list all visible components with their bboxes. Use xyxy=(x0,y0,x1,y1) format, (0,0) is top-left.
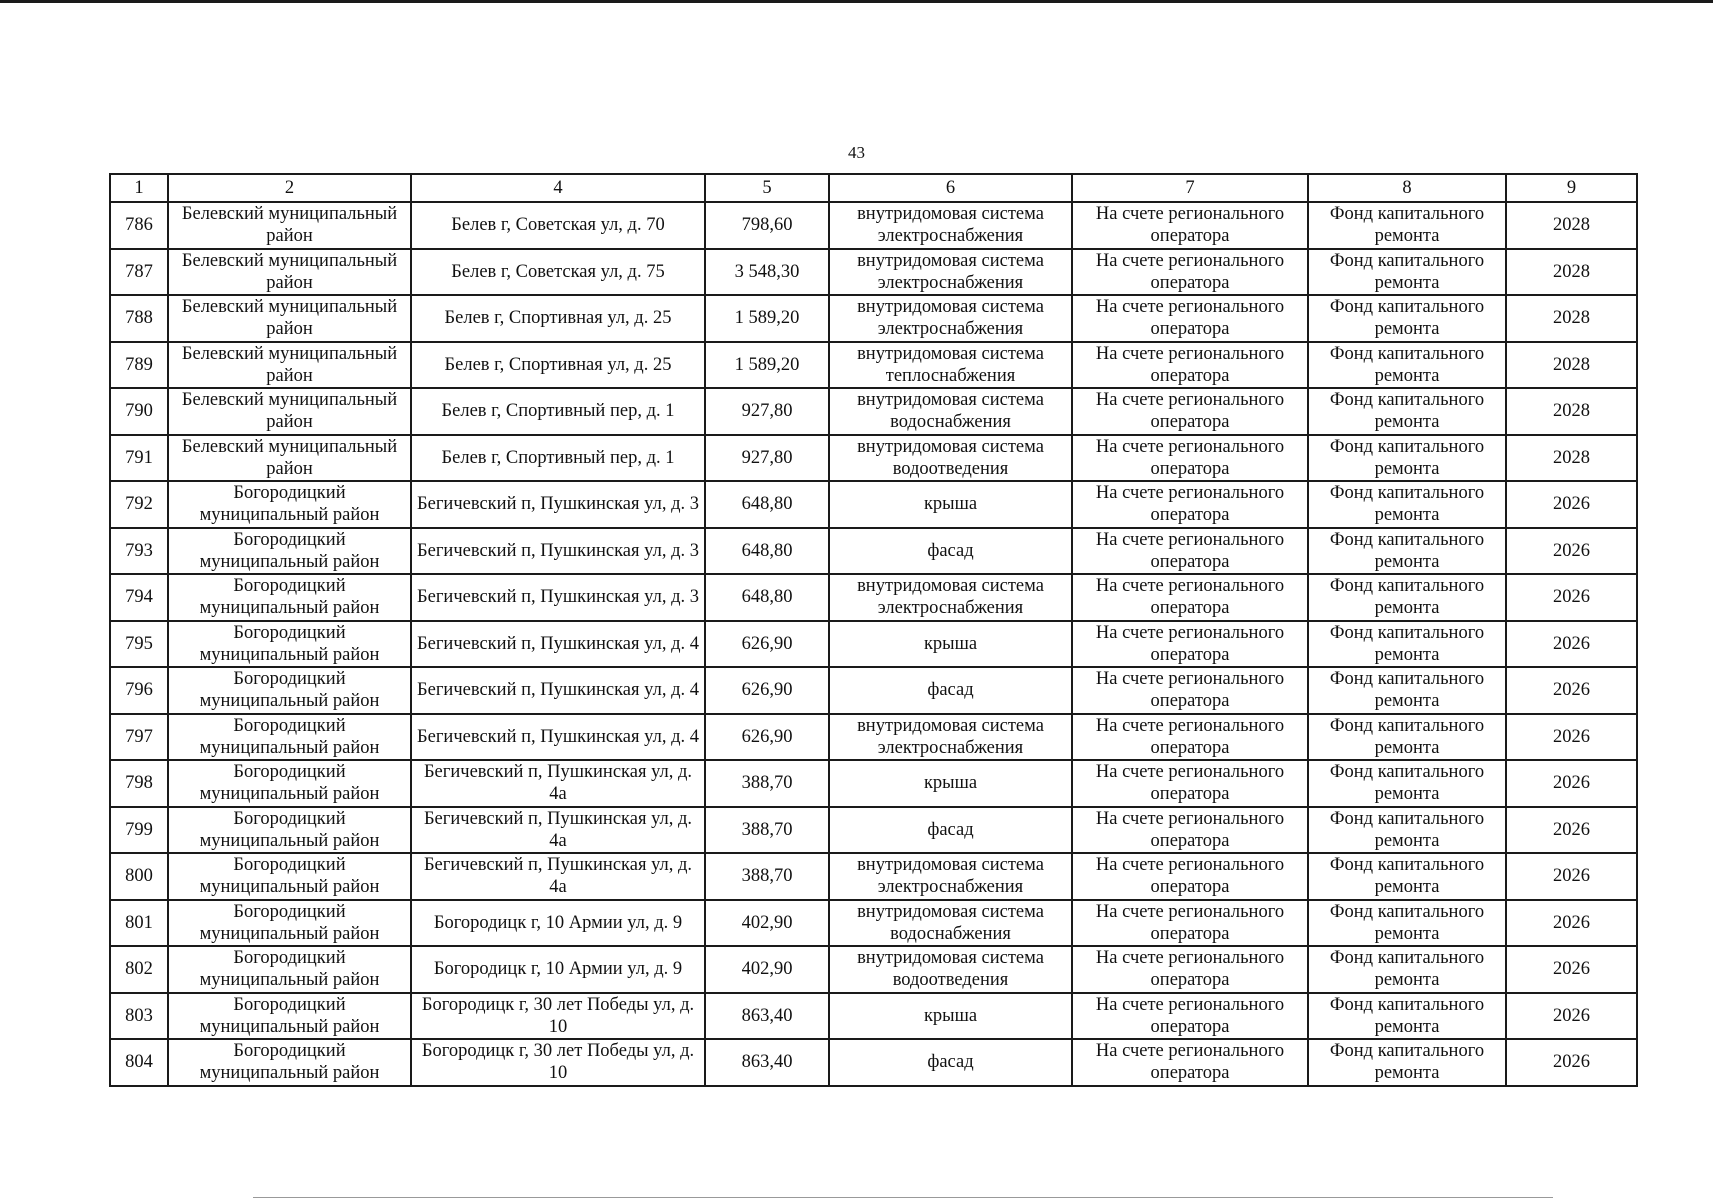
table-row xyxy=(110,481,1637,528)
district-cell: Богородицкий муниципальный район xyxy=(168,946,411,993)
funding-source-cell: Фонд капитального ремонта xyxy=(1308,574,1506,621)
year-cell: 2028 xyxy=(1506,388,1637,435)
fund-account-cell: На счете регионального оператора xyxy=(1072,853,1308,900)
row-number-cell: 800 xyxy=(110,853,168,900)
fund-account-cell: На счете регионального оператора xyxy=(1072,435,1308,482)
address-cell: Бегичевский п, Пушкинская ул, д. 3 xyxy=(411,481,705,528)
row-number-cell: 803 xyxy=(110,993,168,1040)
fund-account-cell: На счете регионального оператора xyxy=(1072,481,1308,528)
fund-account-cell: На счете регионального оператора xyxy=(1072,528,1308,575)
funding-source-cell: Фонд капитального ремонта xyxy=(1308,853,1506,900)
address-cell: Богородицк г, 30 лет Победы ул, д. 10 xyxy=(411,993,705,1040)
funding-source-cell: Фонд капитального ремонта xyxy=(1308,900,1506,947)
year-cell: 2028 xyxy=(1506,342,1637,389)
area-cell: 388,70 xyxy=(705,760,829,807)
address-cell: Белев г, Спортивная ул, д. 25 xyxy=(411,342,705,389)
work-type-cell: внутридомовая система водоснабжения xyxy=(829,900,1072,947)
table-row xyxy=(110,900,1637,947)
district-cell: Белевский муниципальный район xyxy=(168,388,411,435)
area-cell: 648,80 xyxy=(705,528,829,575)
area-cell: 3 548,30 xyxy=(705,249,829,296)
top-border-line xyxy=(0,0,1713,3)
area-cell: 927,80 xyxy=(705,388,829,435)
area-cell: 798,60 xyxy=(705,202,829,249)
area-cell: 388,70 xyxy=(705,853,829,900)
district-cell: Богородицкий муниципальный район xyxy=(168,760,411,807)
work-type-cell: внутридомовая система водоотведения xyxy=(829,946,1072,993)
area-cell: 388,70 xyxy=(705,807,829,854)
area-cell: 863,40 xyxy=(705,1039,829,1086)
table-row xyxy=(110,946,1637,993)
fund-account-cell: На счете регионального оператора xyxy=(1072,388,1308,435)
table-row xyxy=(110,760,1637,807)
year-cell: 2026 xyxy=(1506,993,1637,1040)
year-cell: 2026 xyxy=(1506,853,1637,900)
table-body xyxy=(110,202,1637,1086)
area-cell: 1 589,20 xyxy=(705,342,829,389)
fund-account-cell: На счете регионального оператора xyxy=(1072,993,1308,1040)
work-type-cell: внутридомовая система электроснабжения xyxy=(829,714,1072,761)
address-cell: Бегичевский п, Пушкинская ул, д. 4 xyxy=(411,714,705,761)
year-cell: 2026 xyxy=(1506,946,1637,993)
area-cell: 648,80 xyxy=(705,574,829,621)
area-cell: 626,90 xyxy=(705,714,829,761)
address-cell: Белев г, Спортивный пер, д. 1 xyxy=(411,435,705,482)
fund-account-cell: На счете регионального оператора xyxy=(1072,760,1308,807)
column-header-district: 2 xyxy=(168,174,411,202)
year-cell: 2026 xyxy=(1506,481,1637,528)
row-number-cell: 792 xyxy=(110,481,168,528)
area-cell: 648,80 xyxy=(705,481,829,528)
address-cell: Богородицк г, 10 Армии ул, д. 9 xyxy=(411,946,705,993)
area-cell: 626,90 xyxy=(705,667,829,714)
row-number-cell: 791 xyxy=(110,435,168,482)
column-header-work-type: 6 xyxy=(829,174,1072,202)
district-cell: Богородицкий муниципальный район xyxy=(168,853,411,900)
address-cell: Белев г, Советская ул, д. 75 xyxy=(411,249,705,296)
table-row xyxy=(110,1039,1637,1086)
bottom-scan-line xyxy=(253,1197,1553,1198)
row-number-cell: 804 xyxy=(110,1039,168,1086)
funding-source-cell: Фонд капитального ремонта xyxy=(1308,993,1506,1040)
table-row xyxy=(110,342,1637,389)
work-type-cell: внутридомовая система электроснабжения xyxy=(829,574,1072,621)
funding-source-cell: Фонд капитального ремонта xyxy=(1308,249,1506,296)
funding-source-cell: Фонд капитального ремонта xyxy=(1308,946,1506,993)
funding-source-cell: Фонд капитального ремонта xyxy=(1308,481,1506,528)
column-header-fund-account: 7 xyxy=(1072,174,1308,202)
repair-program-table xyxy=(109,173,1638,1087)
work-type-cell: крыша xyxy=(829,481,1072,528)
work-type-cell: крыша xyxy=(829,621,1072,668)
row-number-cell: 799 xyxy=(110,807,168,854)
address-cell: Белев г, Спортивная ул, д. 25 xyxy=(411,295,705,342)
funding-source-cell: Фонд капитального ремонта xyxy=(1308,807,1506,854)
work-type-cell: внутридомовая система электроснабжения xyxy=(829,853,1072,900)
row-number-cell: 790 xyxy=(110,388,168,435)
year-cell: 2028 xyxy=(1506,295,1637,342)
work-type-cell: фасад xyxy=(829,807,1072,854)
district-cell: Белевский муниципальный район xyxy=(168,295,411,342)
fund-account-cell: На счете регионального оператора xyxy=(1072,295,1308,342)
work-type-cell: крыша xyxy=(829,760,1072,807)
column-header-number: 1 xyxy=(110,174,168,202)
district-cell: Богородицкий муниципальный район xyxy=(168,667,411,714)
work-type-cell: фасад xyxy=(829,667,1072,714)
year-cell: 2026 xyxy=(1506,760,1637,807)
address-cell: Бегичевский п, Пушкинская ул, д. 4а xyxy=(411,853,705,900)
district-cell: Белевский муниципальный район xyxy=(168,342,411,389)
row-number-cell: 793 xyxy=(110,528,168,575)
area-cell: 402,90 xyxy=(705,946,829,993)
year-cell: 2028 xyxy=(1506,202,1637,249)
funding-source-cell: Фонд капитального ремонта xyxy=(1308,295,1506,342)
address-cell: Бегичевский п, Пушкинская ул, д. 3 xyxy=(411,528,705,575)
district-cell: Богородицкий муниципальный район xyxy=(168,574,411,621)
row-number-cell: 798 xyxy=(110,760,168,807)
district-cell: Богородицкий муниципальный район xyxy=(168,900,411,947)
table-row xyxy=(110,667,1637,714)
work-type-cell: фасад xyxy=(829,1039,1072,1086)
work-type-cell: внутридомовая система теплоснабжения xyxy=(829,342,1072,389)
year-cell: 2026 xyxy=(1506,900,1637,947)
work-type-cell: внутридомовая система водоотведения xyxy=(829,435,1072,482)
table-row xyxy=(110,528,1637,575)
table-row xyxy=(110,807,1637,854)
year-cell: 2026 xyxy=(1506,574,1637,621)
row-number-cell: 795 xyxy=(110,621,168,668)
work-type-cell: внутридомовая система электроснабжения xyxy=(829,295,1072,342)
district-cell: Богородицкий муниципальный район xyxy=(168,481,411,528)
area-cell: 626,90 xyxy=(705,621,829,668)
page-number: 43 xyxy=(848,143,865,162)
district-cell: Богородицкий муниципальный район xyxy=(168,714,411,761)
work-type-cell: крыша xyxy=(829,993,1072,1040)
funding-source-cell: Фонд капитального ремонта xyxy=(1308,435,1506,482)
fund-account-cell: На счете регионального оператора xyxy=(1072,249,1308,296)
table-row xyxy=(110,295,1637,342)
funding-source-cell: Фонд капитального ремонта xyxy=(1308,714,1506,761)
table-row xyxy=(110,621,1637,668)
area-cell: 927,80 xyxy=(705,435,829,482)
row-number-cell: 797 xyxy=(110,714,168,761)
funding-source-cell: Фонд капитального ремонта xyxy=(1308,621,1506,668)
table-row xyxy=(110,388,1637,435)
work-type-cell: внутридомовая система электроснабжения xyxy=(829,202,1072,249)
table-header-row xyxy=(110,174,1637,202)
work-type-cell: внутридомовая система водоснабжения xyxy=(829,388,1072,435)
table-row xyxy=(110,202,1637,249)
row-number-cell: 794 xyxy=(110,574,168,621)
address-cell: Бегичевский п, Пушкинская ул, д. 4а xyxy=(411,807,705,854)
district-cell: Богородицкий муниципальный район xyxy=(168,993,411,1040)
address-cell: Бегичевский п, Пушкинская ул, д. 4 xyxy=(411,667,705,714)
district-cell: Богородицкий муниципальный район xyxy=(168,528,411,575)
year-cell: 2026 xyxy=(1506,667,1637,714)
table-row xyxy=(110,574,1637,621)
column-header-address: 4 xyxy=(411,174,705,202)
year-cell: 2028 xyxy=(1506,249,1637,296)
funding-source-cell: Фонд капитального ремонта xyxy=(1308,760,1506,807)
funding-source-cell: Фонд капитального ремонта xyxy=(1308,202,1506,249)
district-cell: Белевский муниципальный район xyxy=(168,202,411,249)
year-cell: 2026 xyxy=(1506,714,1637,761)
funding-source-cell: Фонд капитального ремонта xyxy=(1308,667,1506,714)
fund-account-cell: На счете регионального оператора xyxy=(1072,714,1308,761)
row-number-cell: 786 xyxy=(110,202,168,249)
row-number-cell: 789 xyxy=(110,342,168,389)
column-header-year: 9 xyxy=(1506,174,1637,202)
row-number-cell: 802 xyxy=(110,946,168,993)
fund-account-cell: На счете регионального оператора xyxy=(1072,574,1308,621)
district-cell: Богородицкий муниципальный район xyxy=(168,1039,411,1086)
fund-account-cell: На счете регионального оператора xyxy=(1072,946,1308,993)
table-row xyxy=(110,853,1637,900)
row-number-cell: 788 xyxy=(110,295,168,342)
row-number-cell: 801 xyxy=(110,900,168,947)
district-cell: Белевский муниципальный район xyxy=(168,435,411,482)
address-cell: Бегичевский п, Пушкинская ул, д. 4а xyxy=(411,760,705,807)
address-cell: Богородицк г, 10 Армии ул, д. 9 xyxy=(411,900,705,947)
address-cell: Белев г, Спортивный пер, д. 1 xyxy=(411,388,705,435)
funding-source-cell: Фонд капитального ремонта xyxy=(1308,388,1506,435)
year-cell: 2026 xyxy=(1506,1039,1637,1086)
address-cell: Бегичевский п, Пушкинская ул, д. 3 xyxy=(411,574,705,621)
fund-account-cell: На счете регионального оператора xyxy=(1072,1039,1308,1086)
funding-source-cell: Фонд капитального ремонта xyxy=(1308,528,1506,575)
fund-account-cell: На счете регионального оператора xyxy=(1072,667,1308,714)
work-type-cell: внутридомовая система электроснабжения xyxy=(829,249,1072,296)
table-row xyxy=(110,993,1637,1040)
area-cell: 402,90 xyxy=(705,900,829,947)
district-cell: Богородицкий муниципальный район xyxy=(168,807,411,854)
fund-account-cell: На счете регионального оператора xyxy=(1072,900,1308,947)
row-number-cell: 796 xyxy=(110,667,168,714)
year-cell: 2028 xyxy=(1506,435,1637,482)
district-cell: Богородицкий муниципальный район xyxy=(168,621,411,668)
fund-account-cell: На счете регионального оператора xyxy=(1072,621,1308,668)
year-cell: 2026 xyxy=(1506,807,1637,854)
funding-source-cell: Фонд капитального ремонта xyxy=(1308,342,1506,389)
address-cell: Богородицк г, 30 лет Победы ул, д. 10 xyxy=(411,1039,705,1086)
table-row xyxy=(110,714,1637,761)
district-cell: Белевский муниципальный район xyxy=(168,249,411,296)
address-cell: Белев г, Советская ул, д. 70 xyxy=(411,202,705,249)
area-cell: 1 589,20 xyxy=(705,295,829,342)
year-cell: 2026 xyxy=(1506,621,1637,668)
work-type-cell: фасад xyxy=(829,528,1072,575)
fund-account-cell: На счете регионального оператора xyxy=(1072,807,1308,854)
funding-source-cell: Фонд капитального ремонта xyxy=(1308,1039,1506,1086)
table-row xyxy=(110,435,1637,482)
column-header-funding-source: 8 xyxy=(1308,174,1506,202)
row-number-cell: 787 xyxy=(110,249,168,296)
year-cell: 2026 xyxy=(1506,528,1637,575)
fund-account-cell: На счете регионального оператора xyxy=(1072,202,1308,249)
table-row xyxy=(110,249,1637,296)
fund-account-cell: На счете регионального оператора xyxy=(1072,342,1308,389)
column-header-area: 5 xyxy=(705,174,829,202)
address-cell: Бегичевский п, Пушкинская ул, д. 4 xyxy=(411,621,705,668)
area-cell: 863,40 xyxy=(705,993,829,1040)
